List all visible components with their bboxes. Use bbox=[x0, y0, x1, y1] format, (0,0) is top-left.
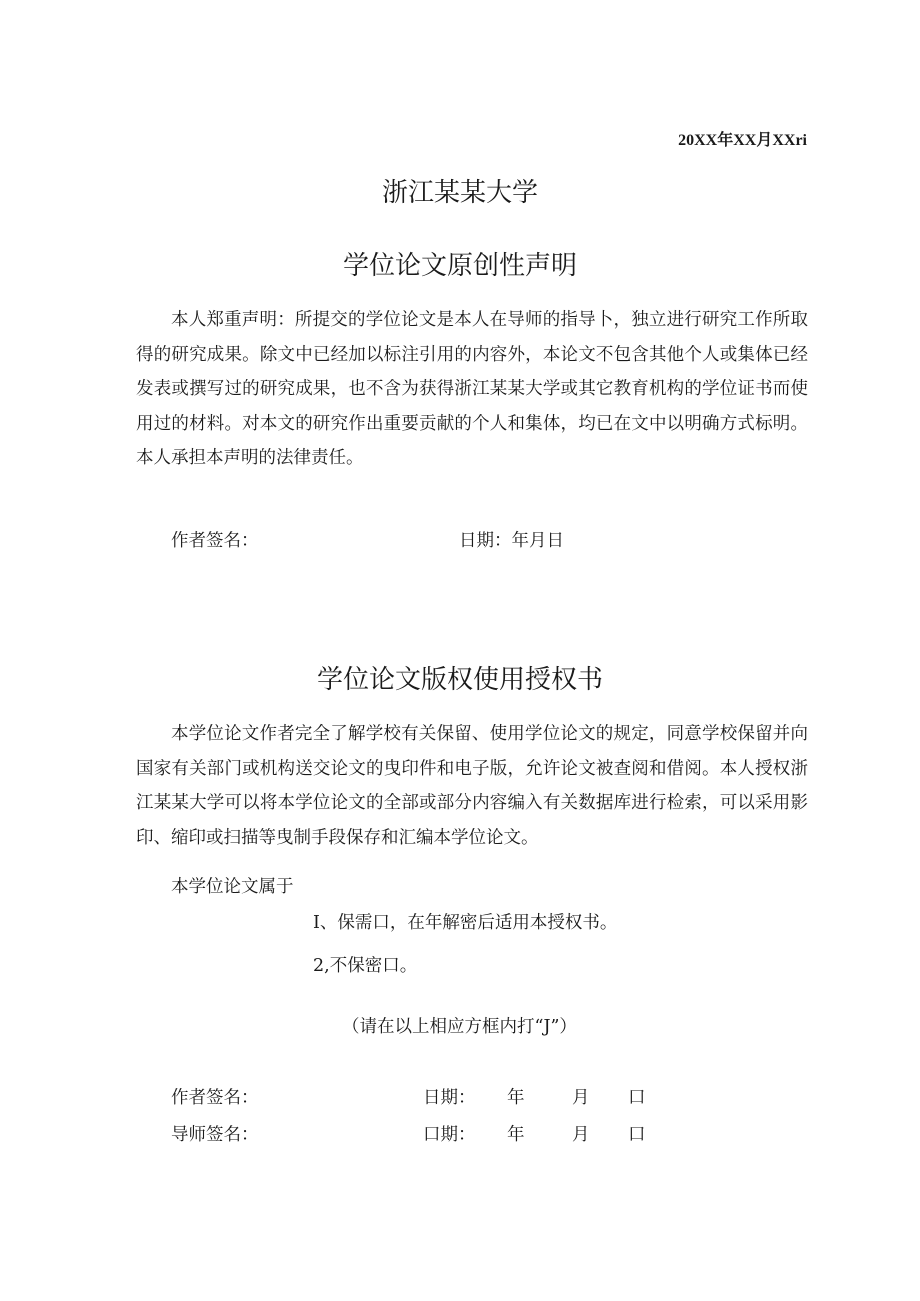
supervisor-date-day: 口 bbox=[628, 1125, 646, 1145]
option-confidential: I、保需口，在年解密后适用本授权书。 bbox=[313, 913, 618, 933]
author-date-month: 月 bbox=[572, 1088, 590, 1108]
originality-author-signature-label: 作者签名： bbox=[171, 531, 259, 551]
author-date-year: 年 bbox=[507, 1088, 525, 1108]
checkbox-instruction: （请在以上相应方框内打“J”） bbox=[342, 1017, 577, 1037]
supervisor-date-year: 年 bbox=[507, 1125, 525, 1145]
author-date-day: 口 bbox=[628, 1088, 646, 1108]
supervisor-signature-label: 导师签名： bbox=[171, 1125, 259, 1145]
author-date-label: 日期： bbox=[423, 1088, 476, 1108]
author-signature-label: 作者签名： bbox=[171, 1088, 259, 1108]
university-name: 浙江某某大学 bbox=[381, 178, 538, 208]
originality-statement: 本人郑重声明：所提交的学位论文是本人在导师的指导卜，独立进行研究工作所取得的研究成果。除文中已经加以标注引用的内容外，本论文不包含其他个人或集体已经发表或撰写过的研究成果，也不含为获得浙江某某大学或其它教育机构的学位证书而使用过的材料。对本文的研究作出重要贡献的个人和集体，均已在文中以明确方式标明。本人承担本声明的法律责任。 bbox=[136, 310, 808, 468]
option-not-confidential: 2,不保密口。 bbox=[313, 956, 418, 976]
thesis-belongs-label: 本学位论文属于 bbox=[171, 877, 294, 897]
originality-date-label: 日期：年月日 bbox=[459, 531, 564, 551]
document-date: 20XX年XX月XXri bbox=[678, 132, 807, 149]
copyright-title: 学位论文版权使用授权书 bbox=[316, 665, 603, 695]
originality-title: 学位论文原创性声明 bbox=[342, 251, 577, 281]
supervisor-date-label: 口期： bbox=[423, 1125, 476, 1145]
supervisor-date-month: 月 bbox=[572, 1125, 590, 1145]
copyright-statement: 本学位论文作者完全了解学校有关保留、使用学位论文的规定，同意学校保留并向国家有关部门或机构送交论文的曳印件和电子版，允许论文被查阅和借阅。本人授权浙江某某大学可以将本学位论文的全部或部分内容编入有关数据库进行检索，可以采用影印、缩印或扫描等曳制手段保存和汇编本学位论文。 bbox=[136, 724, 808, 848]
